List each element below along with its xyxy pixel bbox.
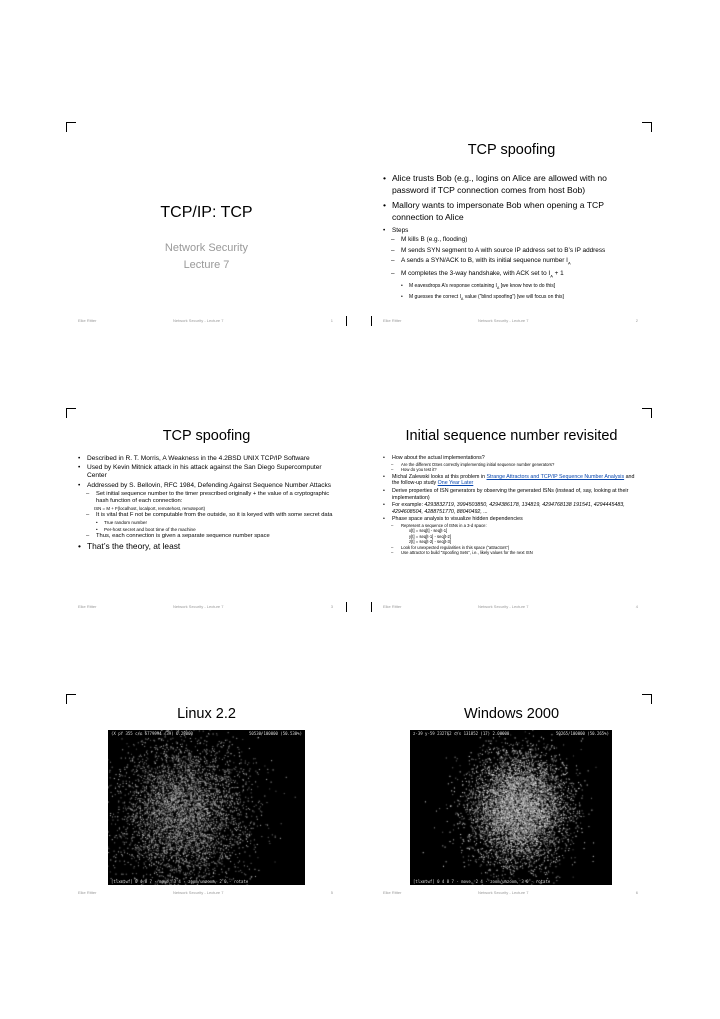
- sub-bullet: – Represent a sequence of ISNs in a 3-d space:: [383, 523, 640, 528]
- bullet: • Described in R. T. Morris, A Weakness in the 4.2BSD UNIX TCP/IP Software: [78, 455, 335, 463]
- slide-2-title: TCP spoofing: [467, 142, 556, 158]
- slide-1-title: TCP/IP: TCP: [160, 204, 253, 221]
- sub-bullet: – M completes the 3-way handshake, with ACK set to $I_A + 1$: [383, 269, 638, 282]
- equation: z[t] = seq[t-2] - seq[t-3]: [409, 539, 452, 545]
- bullet: • For example: 4293832719, 3994503850, 4294386178, 134819, 4294768138 191541, 4294445483, 4294608504, 4288751770, 88040492, ...: [383, 502, 640, 515]
- sub-sub-bullet: • M guesses the correct $I_A$ value (“blind spoofing”) [we will focus on this]: [383, 293, 638, 304]
- sub-bullet: – Set initial sequence number to the timer prescribed originally + the value of a cryptographic hash function of each connection:: [78, 491, 335, 505]
- slide-6-title: Windows 2000: [463, 706, 560, 722]
- sub-bullet: – Are the different OSes correctly implementing initial sequence number generators?: [383, 462, 640, 468]
- slide-3-bullets: [78, 455, 335, 552]
- sub-list: [383, 235, 638, 304]
- slide-2: TCP spoofing • Alice trusts Bob (e.g., logins on Alice are allowed with no password if TCP connection comes from host Bob) • Mallory wants to impersonate Bob when opening a TCP connection to Alice • Steps – M kills B (e.g., flooding) – M sends SYN segment to A with source IP address set to B’s IP address – A sends a SYN/ACK to B, with its initial sequence number $I_A$ – M completes the 3-way handshake, with ACK set to $I_A + 1$ • M eavesdrops A’s response containing $I_A$ [we know how to do this] • M guesses the correct $I_A$ value (“blind spoofing”) [we will focus on this] Elke Ritter Network Security - Lecture 7 2: [375, 122, 648, 326]
- bullet: • Alice trusts Bob (e.g., logins on Alice are allowed with no password if TCP connection comes from host Bob): [383, 172, 638, 196]
- slide-3: TCP spoofing • Described in R. T. Morris, A Weakness in the 4.2BSD UNIX TCP/IP Software • Used by Kevin Mitnick attack in his attack against the San Diego Supercomputer Center • Addressed by S. Bellovin, RFC 1984, Defending Against Sequence Number Attacks – Set initial sequence number to the timer prescribed originally + the value of a cryptographic hash function of each connection: ISN = M + F(localhost, localport, remotehost, remoteport) – It is vital that F not be computable from the outside, so it is keyed with with some secret data • True random number • Per-host secret and boot time of the machine – Thus, each connection is given a separate sequence number space • That’s the theory, at least Elke Ritter Network Security - Lecture 7 3: [70, 408, 343, 612]
- sub-list: [78, 491, 335, 540]
- equation: x[t] = seq[t] - seq[t-1]: [409, 528, 448, 534]
- bullet: • Michal Zalewski looks at this problem in Strange Attractors and TCP/IP Sequence Number Analysis and the follow-up study One Year Later: [383, 474, 640, 487]
- slide-4: Initial sequence number revisited • How about the actual implementations? – Are the different OSes correctly implementing initial sequence number generators? – How do you test it? • Michal Zalewski looks at this problem in Strange Attractors and TCP/IP Sequence Number Analysis and the follow-up study One Year Later • Derive properties of ISN generators by observing the generated ISNs (instead of, say, looking at their implementation) • For example: 4293832719, 3994503850, 4294386178, 134819, 4294768138 191541, 4294445483, 4294608504, 4288751770, 88040492, ... • Phase space analysis to visualize hidden dependencies – Represent a sequence of ISNs in a 3-d space: x[t] = seq[t] - seq[t-1] y[t] = seq[t-1] - seq[t-2] z[t] = seq[t-2] - seq[t-3] – Look for unexpected regularities in this space (“attractors”) – Use attractor to build “Spoofing Sets”, i.e., likely values for the next ISN Elke Ritter Network Security - Lecture 7 4: [375, 408, 648, 612]
- sub-list: [383, 462, 640, 473]
- windows-attractor-cloud: [410, 730, 612, 885]
- slide-6: Windows 2000 [tlxmtwf] 0 4 8 7 - move, 2 4 - zoom/unzoom, 3 0 - rotate Elke Ritter Network Security - Lecture 7 6: [375, 694, 648, 898]
- sub-sub-bullet: • True random number: [78, 519, 335, 526]
- sub-bullet: – Look for unexpected regularities in this space (“attractors”): [383, 545, 640, 550]
- strange-attractors-link[interactable]: Strange Attractors and TCP/IP Sequence Number Analysis: [486, 473, 625, 480]
- slide-1: TCP/IP: TCP Network Security Lecture 7 Elke Ritter Network Security - Lecture 7 1: [70, 122, 343, 326]
- windows-phase-space-plot: [tlxmtwf] 0 4 8 7 - move, 2 4 - zoom/unzoom, 3 0 - rotate: [410, 730, 612, 885]
- bullet: • That’s the theory, at least: [78, 541, 335, 552]
- slide-5: Linux 2.2 [tlxmtwf] 0 4 8 7 - move, 3 4 - zoom/unzoom, 2 0 - rotate Elke Ritter Network Security - Lecture 7 5: [70, 694, 343, 898]
- slide-1-lecture: Lecture 7: [183, 259, 230, 271]
- slide-3-title: TCP spoofing: [162, 428, 251, 444]
- bullet: • Steps: [383, 226, 638, 235]
- slide-4-title: Initial sequence number revisited: [405, 428, 618, 444]
- sub-bullet: – How do you test it?: [383, 467, 640, 473]
- bullet: • Used by Kevin Mitnick attack in his attack against the San Diego Supercomputer Center: [78, 464, 335, 480]
- sub-bullet: – Thus, each connection is given a separate sequence number space: [78, 533, 335, 540]
- slide-2-bullets: [383, 172, 638, 304]
- bullet: • Derive properties of ISN generators by observing the generated ISNs (instead of, say, looking at their implementation): [383, 488, 640, 501]
- sub-bullet: – M sends SYN segment to A with source IP address set to B’s IP address: [383, 246, 638, 257]
- one-year-later-link[interactable]: One Year Later: [437, 480, 474, 487]
- bullet: • How about the actual implementations?: [383, 455, 640, 462]
- equation: y[t] = seq[t-1] - seq[t-2]: [409, 533, 452, 539]
- sub-sub-bullet: • M eavesdrops A’s response containing $I_A$ [we know how to do this]: [383, 282, 638, 293]
- linux-attractor-cloud: [108, 730, 305, 885]
- slide-1-subtitle: Network Security: [164, 242, 249, 254]
- sub-bullet: – It is vital that F not be computable from the outside, so it is keyed with with some secret data: [78, 512, 335, 519]
- bullet: • Phase space analysis to visualize hidden dependencies: [383, 516, 640, 523]
- bullet: • Mallory wants to impersonate Bob when opening a TCP connection to Alice: [383, 199, 638, 223]
- linux-phase-space-plot: [tlxmtwf] 0 4 8 7 - move, 3 4 - zoom/unzoom, 2 0 - rotate: [108, 730, 305, 885]
- formula: ISN = M + F(localhost, localport, remotehost, remoteport): [94, 505, 206, 511]
- slide-5-title: Linux 2.2: [177, 706, 236, 722]
- sub-list: [383, 523, 640, 555]
- slide-4-bullets: [383, 455, 640, 555]
- sub-bullet: – M kills B (e.g., flooding): [383, 235, 638, 246]
- bullet: • Addressed by S. Bellovin, RFC 1984, Defending Against Sequence Number Attacks: [78, 482, 335, 490]
- sub-bullet: – Use attractor to build “Spoofing Sets”, i.e., likely values for the next ISN: [383, 550, 640, 555]
- sub-sub-bullet: • Per-host secret and boot time of the machine: [78, 526, 335, 533]
- sub-bullet: – A sends a SYN/ACK to B, with its initial sequence number $I_A$: [383, 256, 638, 269]
